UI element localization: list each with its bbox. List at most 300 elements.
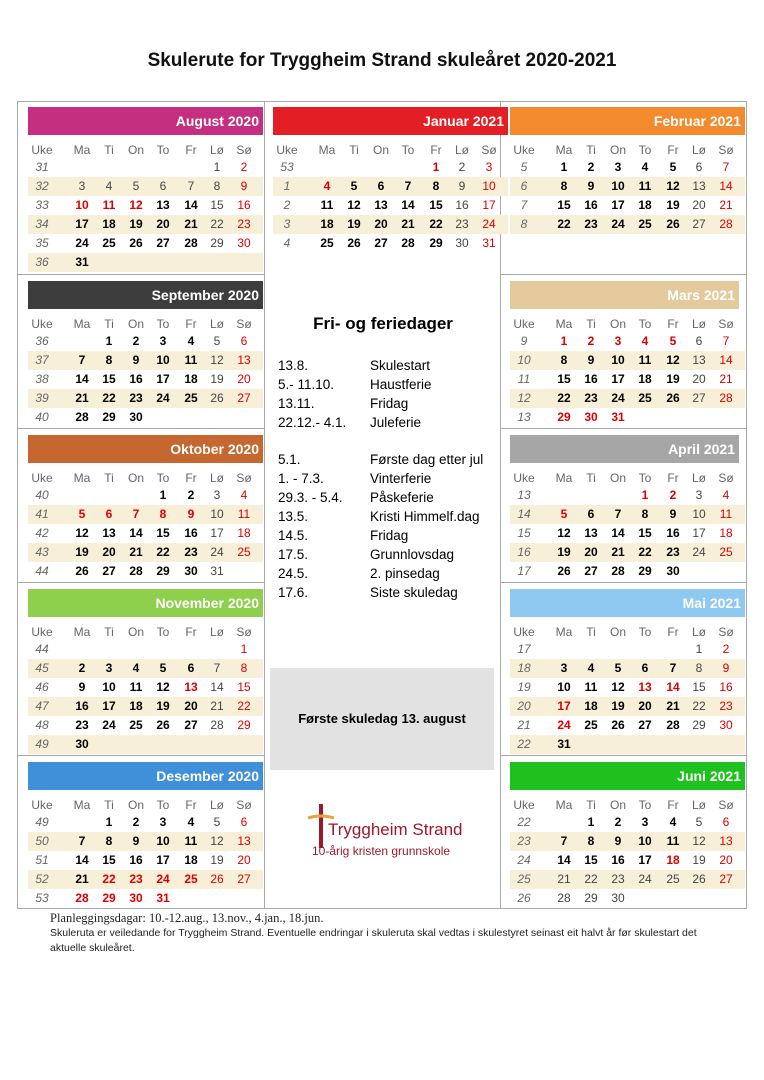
- day-cell: 13: [719, 834, 733, 848]
- week-row: [28, 678, 263, 697]
- weekday-label: Fr: [185, 471, 197, 485]
- day-cell: 16: [584, 372, 598, 386]
- day-cell: 5: [614, 661, 622, 675]
- day-cell: 11: [719, 507, 733, 521]
- day-cell: 27: [156, 236, 170, 250]
- day-cell: 20: [584, 545, 598, 559]
- day-cell: 1: [695, 642, 703, 656]
- day-cell: 15: [102, 853, 116, 867]
- day-cell: 8: [213, 179, 221, 193]
- day-cell: 14: [75, 853, 89, 867]
- day-cell: 13: [692, 179, 706, 193]
- holiday-label: Juleferie: [370, 415, 422, 430]
- day-cell: 6: [240, 334, 248, 348]
- day-cell: 2: [722, 642, 730, 656]
- day-cell: 28: [719, 391, 733, 405]
- weekday-label: Sø: [236, 798, 252, 812]
- day-cell: 1: [105, 334, 113, 348]
- weekday-label: Lø: [691, 625, 706, 639]
- day-cell: 18: [638, 372, 652, 386]
- week-number: 34: [35, 217, 49, 231]
- day-cell: 14: [401, 198, 415, 212]
- weekday-label: Uke: [513, 471, 535, 485]
- day-cell: 4: [641, 160, 649, 174]
- weekday-label: Lø: [209, 471, 224, 485]
- day-cell: 7: [560, 834, 568, 848]
- logo-name: Tryggheim Strand: [328, 820, 463, 839]
- weekday-label: Ma: [555, 143, 573, 157]
- day-cell: 23: [184, 545, 198, 559]
- week-row: [510, 486, 745, 505]
- week-number: 42: [35, 526, 49, 540]
- day-cell: 8: [159, 507, 167, 521]
- day-cell: 18: [184, 372, 198, 386]
- day-cell: 26: [129, 236, 143, 250]
- weekday-label: To: [156, 317, 170, 331]
- day-cell: 28: [557, 891, 571, 905]
- weekday-label: To: [638, 471, 652, 485]
- week-number: 5: [520, 160, 528, 174]
- day-cell: 11: [638, 353, 652, 367]
- weekday-label: Ti: [104, 798, 114, 812]
- week-number: 17: [517, 642, 531, 656]
- day-cell: 6: [641, 661, 649, 675]
- weekday-label: Sø: [718, 625, 734, 639]
- day-cell: 27: [584, 564, 598, 578]
- holiday-label: Fridag: [370, 396, 409, 411]
- week-number: 44: [35, 564, 49, 578]
- day-cell: 13: [237, 353, 251, 367]
- day-cell: 29: [102, 891, 116, 905]
- holiday-date: 5.- 11.10.: [278, 377, 335, 392]
- weekday-label: To: [156, 625, 170, 639]
- weekday-label: Lø: [691, 317, 706, 331]
- day-cell: 17: [102, 699, 116, 713]
- holiday-label: Haustferie: [370, 377, 432, 392]
- day-cell: 18: [320, 217, 334, 231]
- week-number: 16: [517, 545, 531, 559]
- day-cell: 18: [719, 526, 733, 540]
- day-cell: 23: [611, 872, 625, 886]
- day-cell: 21: [75, 872, 89, 886]
- day-cell: 16: [237, 198, 251, 212]
- weekday-label: To: [638, 798, 652, 812]
- week-number: 10: [517, 353, 531, 367]
- day-cell: 15: [210, 198, 224, 212]
- holiday-label: 2. pinsedag: [370, 566, 440, 581]
- day-cell: 6: [377, 179, 385, 193]
- weekday-label: Lø: [691, 143, 706, 157]
- day-cell: 13: [584, 526, 598, 540]
- day-cell: 7: [404, 179, 412, 193]
- day-cell: 25: [638, 391, 652, 405]
- week-number: 19: [517, 680, 531, 694]
- day-cell: 7: [722, 160, 730, 174]
- weekday-label: Sø: [481, 143, 497, 157]
- day-cell: 2: [587, 334, 595, 348]
- day-cell: 2: [187, 488, 195, 502]
- week-row: [510, 889, 745, 908]
- day-cell: 19: [692, 853, 706, 867]
- day-cell: 27: [184, 718, 198, 732]
- day-cell: 14: [719, 179, 733, 193]
- holiday-label: Grunnlovsdag: [370, 547, 455, 562]
- week-number: 11: [517, 372, 531, 386]
- day-cell: 7: [78, 353, 86, 367]
- day-cell: 2: [614, 815, 622, 829]
- weekday-label: Fr: [185, 143, 197, 157]
- day-cell: 12: [666, 353, 680, 367]
- weekday-header: [510, 315, 745, 333]
- day-cell: 17: [611, 198, 625, 212]
- weekday-label: Lø: [209, 798, 224, 812]
- week-row: [28, 389, 263, 408]
- day-cell: 3: [105, 661, 113, 675]
- day-cell: 21: [401, 217, 415, 231]
- month-header: November 2020: [28, 589, 263, 617]
- day-cell: 14: [666, 680, 680, 694]
- day-cell: 23: [584, 391, 598, 405]
- day-cell: 8: [587, 834, 595, 848]
- day-cell: 6: [695, 334, 703, 348]
- weekday-label: Ma: [318, 143, 336, 157]
- footnote: Skuleruta er veiledande for Tryggheim Strand. Eventuelle endringar i skuleruta skal vedtas i skulestyret seinast eit halvt år før skulestart det aktuelle skuleåret.: [50, 927, 697, 954]
- holiday-label: Siste skuledag: [370, 585, 458, 600]
- day-cell: 7: [78, 834, 86, 848]
- day-cell: 8: [695, 661, 703, 675]
- day-cell: 3: [641, 815, 649, 829]
- day-cell: 29: [429, 236, 443, 250]
- day-cell: 28: [666, 718, 680, 732]
- weekday-label: Uke: [31, 798, 53, 812]
- day-cell: 24: [102, 718, 116, 732]
- day-cell: 19: [666, 198, 680, 212]
- day-cell: 22: [584, 872, 598, 886]
- day-cell: 3: [159, 815, 167, 829]
- month-3: [28, 275, 263, 448]
- weekday-label: Ti: [104, 625, 114, 639]
- day-cell: 22: [557, 217, 571, 231]
- weekday-label: Fr: [667, 471, 679, 485]
- week-row: [28, 889, 263, 908]
- weekday-label: Uke: [276, 143, 298, 157]
- week-row: [510, 832, 745, 851]
- day-cell: 11: [320, 198, 334, 212]
- day-cell: 14: [184, 198, 198, 212]
- holiday-date: 24.5.: [278, 566, 309, 581]
- day-cell: 11: [638, 179, 652, 193]
- day-cell: 29: [638, 564, 652, 578]
- weekday-label: Ma: [73, 317, 91, 331]
- day-cell: 17: [557, 699, 571, 713]
- week-number: 35: [35, 236, 49, 250]
- day-cell: 19: [210, 372, 224, 386]
- day-cell: 29: [557, 410, 571, 424]
- week-row: [28, 735, 263, 754]
- weekday-label: Uke: [31, 143, 53, 157]
- week-number: 13: [517, 410, 531, 424]
- week-number: 18: [517, 661, 531, 675]
- day-cell: 13: [692, 353, 706, 367]
- holiday-date: 13.11.: [278, 396, 315, 411]
- day-cell: 21: [611, 545, 625, 559]
- day-cell: 23: [455, 217, 469, 231]
- weekday-label: On: [127, 625, 144, 639]
- day-cell: 4: [323, 179, 331, 193]
- day-cell: 3: [213, 488, 221, 502]
- day-cell: 15: [638, 526, 652, 540]
- day-cell: 9: [187, 507, 195, 521]
- weekday-label: Ti: [586, 471, 596, 485]
- day-cell: 13: [156, 198, 170, 212]
- day-cell: 20: [184, 699, 198, 713]
- day-cell: 30: [611, 891, 625, 905]
- day-cell: 30: [129, 891, 143, 905]
- day-cell: 23: [129, 391, 143, 405]
- week-number: 4: [283, 236, 291, 250]
- week-number: 49: [35, 815, 49, 829]
- week-number: 26: [517, 891, 531, 905]
- week-number: 41: [35, 507, 49, 521]
- day-cell: 24: [611, 391, 625, 405]
- week-row: [28, 697, 263, 716]
- day-cell: 1: [560, 334, 568, 348]
- day-cell: 5: [669, 160, 677, 174]
- week-number: 40: [35, 488, 49, 502]
- week-number: 47: [35, 699, 49, 713]
- day-cell: 9: [132, 353, 140, 367]
- week-number: 22: [517, 815, 531, 829]
- day-cell: 18: [237, 526, 251, 540]
- weekday-header: [28, 796, 263, 814]
- day-cell: 15: [557, 372, 571, 386]
- holiday-date: 5.1.: [278, 452, 301, 467]
- day-cell: 30: [75, 737, 89, 751]
- day-cell: 5: [560, 507, 568, 521]
- day-cell: 9: [587, 353, 595, 367]
- weekday-label: Ti: [586, 317, 596, 331]
- day-cell: 15: [429, 198, 443, 212]
- day-cell: 23: [719, 699, 733, 713]
- day-cell: 4: [641, 334, 649, 348]
- day-cell: 21: [719, 198, 733, 212]
- day-cell: 10: [210, 507, 224, 521]
- holiday-entry: [278, 450, 500, 469]
- weekday-label: Lø: [691, 471, 706, 485]
- weekday-header: [28, 315, 263, 333]
- day-cell: 11: [129, 680, 143, 694]
- weekday-label: Sø: [236, 143, 252, 157]
- weekday-label: To: [638, 317, 652, 331]
- month-0: [28, 101, 263, 274]
- holiday-entry: [278, 488, 500, 507]
- month-header: Januar 2021: [273, 107, 508, 135]
- weekday-label: On: [372, 143, 389, 157]
- day-cell: 16: [455, 198, 469, 212]
- week-number: 36: [35, 334, 49, 348]
- week-number: 37: [35, 353, 49, 367]
- holiday-date: 13.8.: [278, 358, 309, 373]
- day-cell: 12: [692, 834, 706, 848]
- day-cell: 3: [614, 334, 622, 348]
- day-cell: 14: [210, 680, 224, 694]
- weekday-header: [28, 141, 263, 159]
- week-number: 1: [283, 179, 291, 193]
- day-cell: 8: [105, 353, 113, 367]
- day-cell: 12: [666, 179, 680, 193]
- day-cell: 12: [129, 198, 143, 212]
- weekday-header: [28, 469, 263, 487]
- day-cell: 11: [237, 507, 251, 521]
- day-cell: 24: [75, 236, 89, 250]
- weekday-label: Ma: [555, 471, 573, 485]
- week-row: [28, 832, 263, 851]
- day-cell: 30: [584, 410, 598, 424]
- weekday-label: Fr: [185, 317, 197, 331]
- weekday-header: [273, 141, 508, 159]
- day-cell: 1: [560, 160, 568, 174]
- day-cell: 29: [156, 564, 170, 578]
- weekday-label: Sø: [236, 471, 252, 485]
- week-row: [28, 716, 263, 735]
- day-cell: 9: [669, 507, 677, 521]
- day-cell: 6: [722, 815, 730, 829]
- week-number: 20: [517, 699, 531, 713]
- week-number: 36: [35, 255, 49, 269]
- weekday-label: Uke: [31, 471, 53, 485]
- day-cell: 18: [102, 217, 116, 231]
- month-7: [28, 583, 263, 756]
- day-cell: 12: [210, 353, 224, 367]
- holiday-label: Første dag etter jul: [370, 452, 484, 467]
- holiday-entry: [278, 375, 500, 394]
- week-number: 46: [35, 680, 49, 694]
- week-row: [510, 735, 745, 754]
- weekday-label: Lø: [691, 798, 706, 812]
- day-cell: 19: [666, 372, 680, 386]
- holiday-entry: [278, 545, 500, 564]
- day-cell: 30: [129, 410, 143, 424]
- month-header: Oktober 2020: [28, 435, 263, 463]
- week-row: [510, 678, 745, 697]
- day-cell: 29: [210, 236, 224, 250]
- week-row: [28, 813, 263, 832]
- day-cell: 21: [210, 699, 224, 713]
- day-cell: 22: [102, 391, 116, 405]
- day-cell: 5: [159, 661, 167, 675]
- weekday-label: To: [156, 143, 170, 157]
- day-cell: 26: [347, 236, 361, 250]
- weekday-label: Lø: [209, 625, 224, 639]
- day-cell: 27: [237, 391, 251, 405]
- day-cell: 28: [75, 891, 89, 905]
- week-number: 21: [517, 718, 531, 732]
- day-cell: 8: [432, 179, 440, 193]
- day-cell: 11: [584, 680, 598, 694]
- day-cell: 31: [557, 737, 571, 751]
- day-cell: 22: [237, 699, 251, 713]
- day-cell: 26: [156, 718, 170, 732]
- day-cell: 6: [105, 507, 113, 521]
- week-number: 33: [35, 198, 49, 212]
- day-cell: 1: [159, 488, 167, 502]
- week-row: [28, 524, 263, 543]
- holiday-date: 29.3. - 5.4.: [278, 490, 343, 505]
- day-cell: 17: [692, 526, 706, 540]
- day-cell: 3: [485, 160, 493, 174]
- day-cell: 16: [129, 853, 143, 867]
- day-cell: 25: [638, 217, 652, 231]
- holiday-entry: [278, 507, 500, 526]
- day-cell: 16: [719, 680, 733, 694]
- month-5: [28, 429, 263, 602]
- day-cell: 7: [614, 507, 622, 521]
- month-8: [510, 583, 745, 756]
- day-cell: 22: [156, 545, 170, 559]
- month-header: Mars 2021: [510, 281, 739, 309]
- day-cell: 3: [78, 179, 86, 193]
- holiday-label: Påskeferie: [370, 490, 434, 505]
- day-cell: 15: [237, 680, 251, 694]
- day-cell: 19: [156, 699, 170, 713]
- week-row: [510, 505, 745, 524]
- day-cell: 28: [719, 217, 733, 231]
- day-cell: 10: [156, 353, 170, 367]
- day-cell: 14: [557, 853, 571, 867]
- week-number: 32: [35, 179, 49, 193]
- week-row: [28, 486, 263, 505]
- day-cell: 4: [132, 661, 140, 675]
- holiday-entry: [278, 583, 500, 602]
- day-cell: 19: [611, 699, 625, 713]
- day-cell: 2: [587, 160, 595, 174]
- weekday-label: On: [127, 317, 144, 331]
- day-cell: 10: [75, 198, 89, 212]
- week-row: [273, 177, 508, 196]
- week-number: 31: [35, 160, 49, 174]
- day-cell: 11: [666, 834, 680, 848]
- day-cell: 29: [237, 718, 251, 732]
- day-cell: 17: [638, 853, 652, 867]
- day-cell: 9: [614, 834, 622, 848]
- day-cell: 14: [611, 526, 625, 540]
- day-cell: 31: [75, 255, 89, 269]
- day-cell: 21: [75, 391, 89, 405]
- day-cell: 3: [560, 661, 568, 675]
- day-cell: 16: [611, 853, 625, 867]
- day-cell: 25: [719, 545, 733, 559]
- weekday-label: Ma: [555, 625, 573, 639]
- day-cell: 3: [695, 488, 703, 502]
- day-cell: 27: [692, 391, 706, 405]
- week-row: [510, 851, 745, 870]
- weekday-label: Sø: [718, 798, 734, 812]
- divider: [500, 755, 747, 756]
- day-cell: 5: [213, 815, 221, 829]
- weekday-label: Lø: [209, 143, 224, 157]
- month-9: [28, 756, 263, 929]
- holiday-label: Vinterferie: [370, 471, 432, 486]
- day-cell: 4: [187, 334, 195, 348]
- week-row: [510, 697, 745, 716]
- week-number: 6: [520, 179, 528, 193]
- week-row: [28, 177, 263, 196]
- month-header: Mai 2021: [510, 589, 745, 617]
- week-row: [510, 543, 745, 562]
- day-cell: 19: [347, 217, 361, 231]
- day-cell: 18: [184, 853, 198, 867]
- day-cell: 12: [557, 526, 571, 540]
